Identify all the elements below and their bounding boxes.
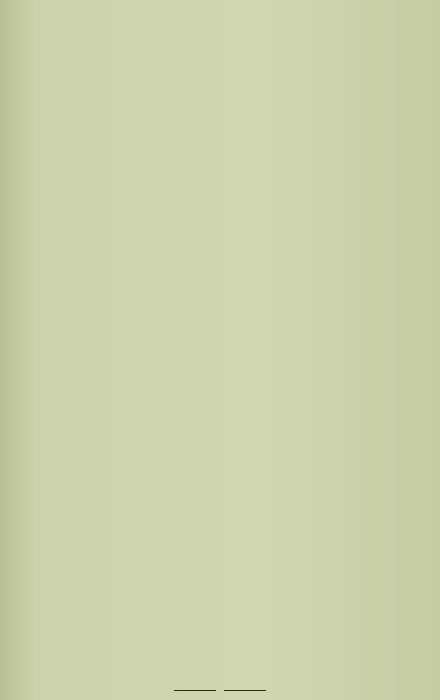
footer-rule-left [174,690,216,691]
section-title-noisette-hybrid [30,14,426,31]
footer-rule-right [224,690,266,691]
page-footer [0,685,440,696]
